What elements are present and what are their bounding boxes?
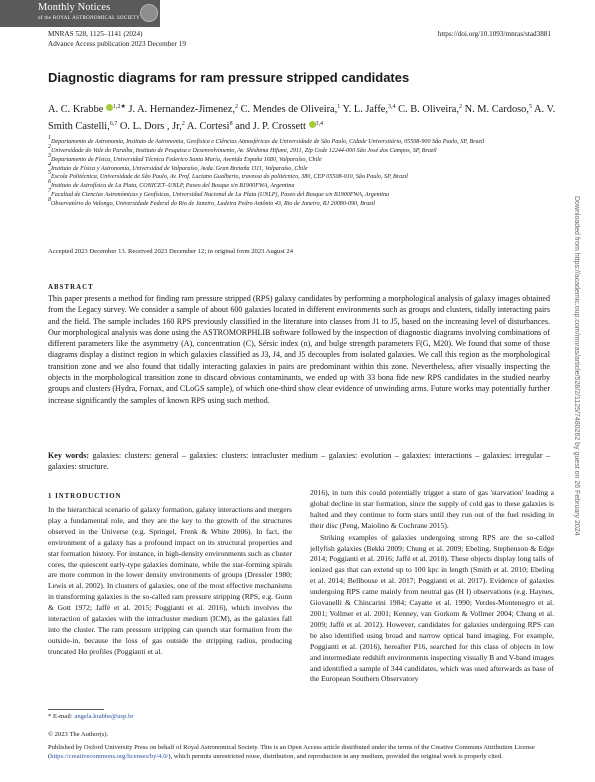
author-affiliation-marker: 2 xyxy=(459,104,462,110)
footnote-divider xyxy=(48,709,104,710)
society-crest-icon xyxy=(140,4,158,22)
author-affiliation-marker: 6,7 xyxy=(109,121,118,127)
author-name: Y. L. Jaffe, xyxy=(342,104,388,115)
author-affiliation-marker: 3,4 xyxy=(387,104,396,110)
abstract-text: This paper presents a method for finding ram pressure stripped (RPS) galaxy candidates by performing a morphological analysis of galaxy images obtained from the Legacy survey. We consider a sample of about 600 galaxies located in different environments such as groups and clusters, tidally interacting pairs and the field. The sample includes 160 RPS previously classified in the literature into classes from J1 to J5, based on the increasing level of disturbances. Our morphological analysis was done using the ASTROMORPHLIB software followed by the inspection of diagnostic diagrams involving combinations of different parameters like the asymmetry (A), concentration (C), Sérsic index (n), and bulge strength parameters F(G, M20). We found that some of those diagrams display a distinct region in which galaxies classified as J3, J4, and J5 decouples from isolated galaxies. We call this region as the morphological transition zone and we also found that tidally interacting galaxies in pairs are predominant within this zone. Nevertheless, after visually inspecting the objects in the morphological transition zone to discard obvious contaminants, we ended up with 33 bona fide new RPS candidates in the studied nearby groups and clusters (Hydra, Fornax, and CLoGS sample), of which one-third show clear evidence of unwinding arms. Future works may potentially further increase significantly the samples of known RPS using such method. xyxy=(48,294,550,405)
author-name: A. C. Krabbe xyxy=(48,104,104,115)
affiliation xyxy=(48,161,568,177)
affiliation-number: 2 xyxy=(48,143,51,150)
paper-title: Diagnostic diagrams for ram pressure stripped candidates xyxy=(48,70,410,85)
affiliation-number: 4 xyxy=(48,161,51,168)
affiliation-text: Instituto de Astrofísica de La Plata, CONICET–UNLP, Paseo del Bosque s/n B1900FWA, Argentina xyxy=(51,183,295,190)
affiliation-text: Facultad de Ciencias Astronómicas y Geofísicas, Universidad Nacional de La Plata (UNLP), Paseo del Bosque s/n B1900FWA, Argentina xyxy=(51,192,390,199)
license-link[interactable]: https://creativecommons.org/licenses/by/4.0/ xyxy=(50,753,169,760)
author-email-footnote xyxy=(48,713,134,720)
affiliation-number: 3 xyxy=(48,152,51,159)
author xyxy=(187,121,233,132)
keywords-text: galaxies: clusters: general – galaxies: clusters: intracluster medium – galaxies: evolution – galaxies: interactions – galaxies: irregular – galaxies: structure. xyxy=(48,451,550,472)
journal-name: Monthly Notices xyxy=(38,2,111,13)
keywords-label: Key words: xyxy=(48,451,90,460)
journal-citation: MNRAS 528, 1125–1141 (2024) xyxy=(48,30,143,38)
advance-access-line: Advance Access publication 2023 December 19 xyxy=(48,40,186,48)
affiliation xyxy=(48,143,568,156)
download-watermark: Downloaded from https://academic.oup.com/mnras/article/528/2/1125/7480262 by guest on 26 February 2024 xyxy=(573,196,580,536)
author-name: A. V. Smith Castelli, xyxy=(48,104,556,132)
affiliation xyxy=(48,196,568,209)
journal-subtitle: of the ROYAL ASTRONOMICAL SOCIETY xyxy=(38,16,141,21)
author-affiliation-marker: 1,2★ xyxy=(113,104,126,110)
author xyxy=(235,121,323,132)
license-suffix: ), which permits unrestricted reuse, distribution, and reproduction in any medium, provided the original work is properly cited. xyxy=(168,753,503,760)
author-list xyxy=(48,101,568,135)
orcid-icon[interactable] xyxy=(309,121,316,128)
affiliation xyxy=(48,135,568,147)
affiliation xyxy=(48,188,568,200)
author xyxy=(129,104,238,115)
license-prefix: Published by Oxford University Press on behalf of Royal Astronomical Society. This is an Open Access article distributed under the terms of the Creative Commons Attribution License ( xyxy=(48,744,535,760)
author xyxy=(120,121,185,132)
author-name: A. Cortesi xyxy=(186,121,230,132)
license-statement xyxy=(48,743,558,761)
author-affiliation-marker: 3,4 xyxy=(315,121,324,127)
affiliation-number: 6 xyxy=(48,179,51,186)
orcid-icon[interactable] xyxy=(106,104,113,111)
journal-banner xyxy=(0,0,160,27)
body-paragraph: 2016), in turn this could potentially trigger a state of gas 'starvation' leading a global decline in star formation, since the supply of cold gas to these galaxies is halted and they continue to form stars until they run out of the fuel residing in their disc (Peng, Maiolino & Cochrane 2015). xyxy=(310,488,554,530)
author-name: J. A. Hernandez-Jimenez, xyxy=(128,104,235,115)
author xyxy=(48,104,126,115)
abstract-heading: ABSTRACT xyxy=(48,284,94,291)
footnote-label: * E-mail: xyxy=(48,713,73,720)
affiliation-number: 5 xyxy=(48,170,51,177)
affiliation-text: Departamento de Física, Universidad Técnica Federico Santa María, Avenida España 1680, Valparaíso, Chile xyxy=(51,156,322,163)
affiliation-number: 1 xyxy=(48,135,51,141)
affiliation-text: Universidade do Vale do Paraíba, Instituto de Pesquisa e Desenvolvimento, Av. Shishima Hifumi, 2911, Zip Code 12244-000 São José dos Campos, SP, Brazil xyxy=(51,147,437,154)
affiliation-text: Instituto de Física y Astronomía, Universidad de Valparaíso, Avda. Gran Bretaña 1111, Valparaíso, Chile xyxy=(51,165,308,172)
affiliation-text: Departamento de Astronomia, Instituto de Astronomia, Geofísica e Ciências Atmosféricas da Universidade de São Paulo, Cidade Universitária, 05508-900 São Paulo, SP, Brazil xyxy=(51,139,485,145)
affiliation xyxy=(48,170,568,182)
author-affiliation-marker: 8 xyxy=(229,121,233,127)
author-affiliation-marker: 2 xyxy=(234,104,238,110)
affiliation-number: 7 xyxy=(48,188,51,195)
author-name: O. L. Dors , Jr, xyxy=(119,121,182,132)
affiliation xyxy=(48,152,568,165)
keywords xyxy=(48,450,550,473)
author xyxy=(241,104,341,115)
body-paragraph: In the hierarchical scenario of galaxy formation, galaxy interactions and mergers play a fundamental role, and they are the key to the growth of the structures observed in the Universe (e.g. Springel, Frenk & White 2006). In fact, the environment of a galaxy has a profound impact on its structural properties and star formation history. For instance, in high-density environments such as cluster cores, the quiescent early-type galaxies dominate, while the star-forming spirals are more common in the lower density environments of groups (Dressler 1980; Lewis et al. 2002). In clusters of galaxies, one of the most effective mechanisms in transforming galaxies is the so-called ram pressure stripping (RPS, e.g. Gunn & Gott 1972; Jaffé et al. 2015; Poggianti et al. 2016), which involves the interaction of galaxies with the intracluster medium (ICM), as the galaxies fall into the cluster. The ram pressure stripping can quench star formation from the outside-in, because the loss of gas outside the stripping radius, producing truncated Hα profiles (Poggianti et al. xyxy=(48,505,292,656)
doi-link[interactable]: https://doi.org/10.1093/mnras/stad3881 xyxy=(437,30,551,38)
author-name: and J. P. Crossett xyxy=(235,121,306,132)
affiliation-number: 8 xyxy=(48,196,51,203)
body-column-left xyxy=(48,505,292,659)
affiliation-text: Escola Politécnica, Universidade de São Paulo, Av. Prof. Luciano Gualberto, travessa do politécnico, 380, CEP 05508-010, São Paulo, SP, Brazil xyxy=(51,174,408,181)
copyright-line: © 2023 The Author(s). xyxy=(48,731,109,738)
author-affiliation-marker: 5 xyxy=(528,104,532,110)
author-name: N. M. Cardoso, xyxy=(464,104,529,115)
section-heading-introduction: 1 INTRODUCTION xyxy=(48,493,122,500)
author-affiliation-marker: 2 xyxy=(181,121,185,127)
author-email-link[interactable]: angela.krabbe@usp.br xyxy=(74,713,134,720)
affiliation-text: Observatório do Valongo, Universidade Federal do Rio de Janeiro, Ladeira Pedro Antônio 43, Rio de Janeiro, RJ 20080-090, Brazil xyxy=(51,200,375,207)
affiliation-list xyxy=(48,135,568,209)
received-dates: Accepted 2023 December 13. Received 2023 December 12; in original form 2023 August 24 xyxy=(48,248,293,255)
author xyxy=(465,104,532,115)
author-name: C. B. Oliveira, xyxy=(398,104,459,115)
body-column-right xyxy=(310,488,554,686)
author-affiliation-marker: 1 xyxy=(337,104,341,110)
author xyxy=(398,104,462,115)
body-paragraph: Striking examples of galaxies undergoing strong RPS are the so-called jellyfish galaxies (Bekki 2009; Chung et al. 2009; Ebeling, Stephenson & Edge 2014; Poggianti et al. 2016; Jaffé et al. 2018). These objects display long tails of ionized gas that can extend up to 100 kpc in length (Smith et al. 2010; Ebeling et al. 2014; Bellhouse et al. 2017; Poggianti et al. 2017). Evidence of galaxies undergoing RPS came mainly from neutral gas (H I) observations (e.g. Haynes, Giovanelli & Chincarini 1984; Cayatte et al. 1990; Verdes-Montenegro et al. 2001; Vollmer et al. 2001; Kenney, van Gorkom & Vollmer 2004; Chung et al. 2009; Jaffé et al. 2012). However, candidates for galaxies undergoing RPS can be also identified using broad and narrow optical band imaging. For example, Poggianti et al. (2016), hereafter P16, searched for this class of objects in low and intermediate redshift environments inspecting visually B and V-band images and identified a sample of 344 candidates, which was used afterwards as base of the European Southern Observatory xyxy=(310,532,554,684)
author xyxy=(342,104,395,115)
author-name: C. Mendes de Oliveira, xyxy=(240,104,338,115)
affiliation xyxy=(48,179,568,191)
